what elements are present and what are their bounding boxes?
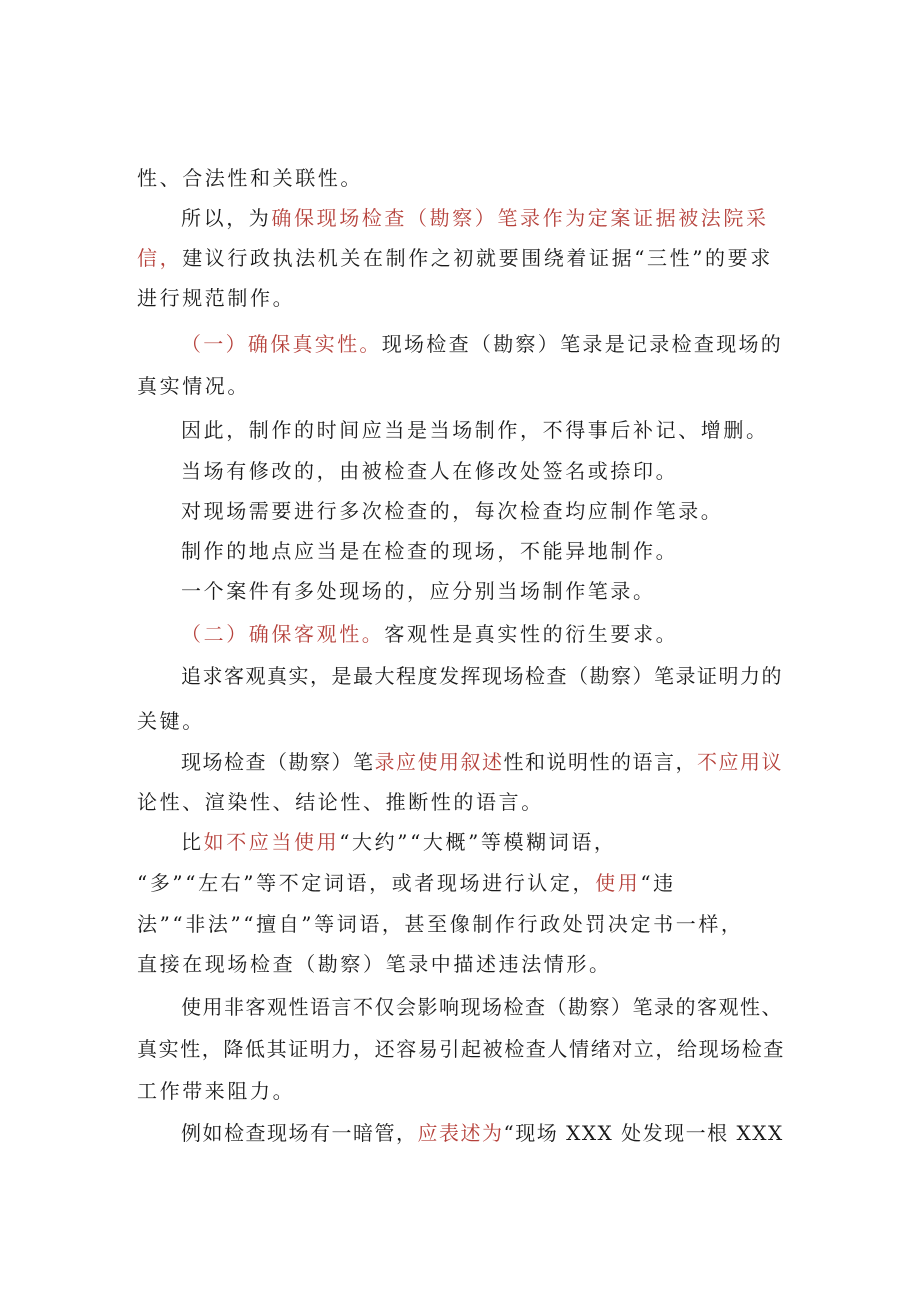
- line-14: [137, 708, 205, 734]
- line-6: [137, 373, 250, 399]
- line-18: [137, 870, 676, 896]
- text-segment: 性、合法性和关联性。: [137, 166, 363, 190]
- text-segment: “大约”“大概”等模糊词语，: [339, 830, 617, 854]
- line-11: [181, 578, 656, 604]
- highlighted-text-segment: 录应使用叙述: [374, 750, 504, 774]
- line-21: [181, 994, 783, 1020]
- text-segment: 建议行政执法机关在制作之初就要围绕着证据“三性”的要求: [182, 246, 773, 270]
- text-segment: “现场 XXX 处发现一根 XXX: [503, 1121, 784, 1145]
- text-segment: 使用非客观性语言不仅会影响现场检查（勘察）笔录的客观性、: [181, 995, 783, 1019]
- line-22: [137, 1036, 785, 1062]
- highlighted-text-segment: 信，: [137, 246, 183, 270]
- text-segment: 进行规范制作。: [137, 286, 296, 310]
- text-segment: 制作的地点应当是在检查的现场，不能异地制作。: [181, 539, 679, 563]
- text-segment: 因此，制作的时间应当是当场制作，不得事后补记、增删。: [181, 418, 769, 442]
- text-segment: 当场有修改的，由被检查人在修改处签名或捺印。: [181, 459, 679, 483]
- highlighted-text-segment: 确保现场检查（勘察）笔录作为定案证据被法院采: [271, 206, 769, 230]
- text-segment: 性和说明性的语言，: [503, 750, 697, 774]
- text-segment: 论性、渲染性、结论性、推断性的语言。: [137, 790, 544, 814]
- section-heading-authenticity: [181, 331, 783, 357]
- text-segment: “多”“左右”等不定词语，或者现场进行认定，: [137, 871, 596, 895]
- text-segment: “违: [640, 871, 676, 895]
- highlighted-text-segment: 不应用议: [697, 750, 783, 774]
- text-segment: 比: [181, 830, 204, 854]
- text-segment: 对现场需要进行多次检查的，每次检查均应制作笔录。: [181, 499, 724, 523]
- line-20: [137, 951, 612, 977]
- line-23: [137, 1078, 295, 1104]
- line-1: [137, 165, 363, 191]
- line-19: [137, 911, 744, 937]
- highlighted-text-segment: 如不应当使用: [203, 830, 340, 854]
- text-segment: 追求客观真实，是最大程度发挥现场检查（勘察）笔录证明力的: [181, 664, 783, 688]
- text-segment: 工作带来阻力。: [137, 1079, 296, 1103]
- line-2: [181, 205, 769, 231]
- text-segment: 客观性是真实性的衍生要求。: [384, 622, 679, 646]
- line-13: [181, 663, 783, 689]
- section-heading-objectivity: [181, 621, 678, 647]
- line-8: [181, 458, 678, 484]
- text-segment: 关键。: [137, 709, 205, 733]
- text-segment: 现场检查（勘察）笔录是记录检查现场的: [381, 332, 784, 356]
- text-segment: 所以，为: [181, 206, 272, 230]
- section-heading: （二）确保客观性。: [181, 622, 385, 646]
- section-heading: （一）确保真实性。: [181, 332, 382, 356]
- text-segment: 法”“非法”“擅自”等词语，甚至像制作行政处罚决定书一样，: [137, 912, 744, 936]
- line-4: [137, 285, 295, 311]
- highlighted-text-segment: 使用: [595, 871, 641, 895]
- text-segment: 例如检查现场有一暗管，: [181, 1121, 418, 1145]
- line-17: [181, 829, 617, 855]
- text-segment: 直接在现场检查（勘察）笔录中描述违法情形。: [137, 952, 612, 976]
- text-segment: 一个案件有多处现场的，应分别当场制作笔录。: [181, 579, 656, 603]
- line-10: [181, 538, 678, 564]
- text-segment: 真实性，降低其证明力，还容易引起被检查人情绪对立，给现场检查: [137, 1037, 785, 1061]
- line-3: [137, 245, 773, 271]
- line-9: [181, 498, 723, 524]
- line-24: [181, 1120, 784, 1146]
- line-7: [181, 417, 769, 443]
- line-16: [137, 789, 544, 815]
- highlighted-text-segment: 应表述为: [417, 1121, 504, 1145]
- line-15: [181, 749, 783, 775]
- text-segment: 真实情况。: [137, 374, 250, 398]
- text-segment: 现场检查（勘察）笔: [181, 750, 375, 774]
